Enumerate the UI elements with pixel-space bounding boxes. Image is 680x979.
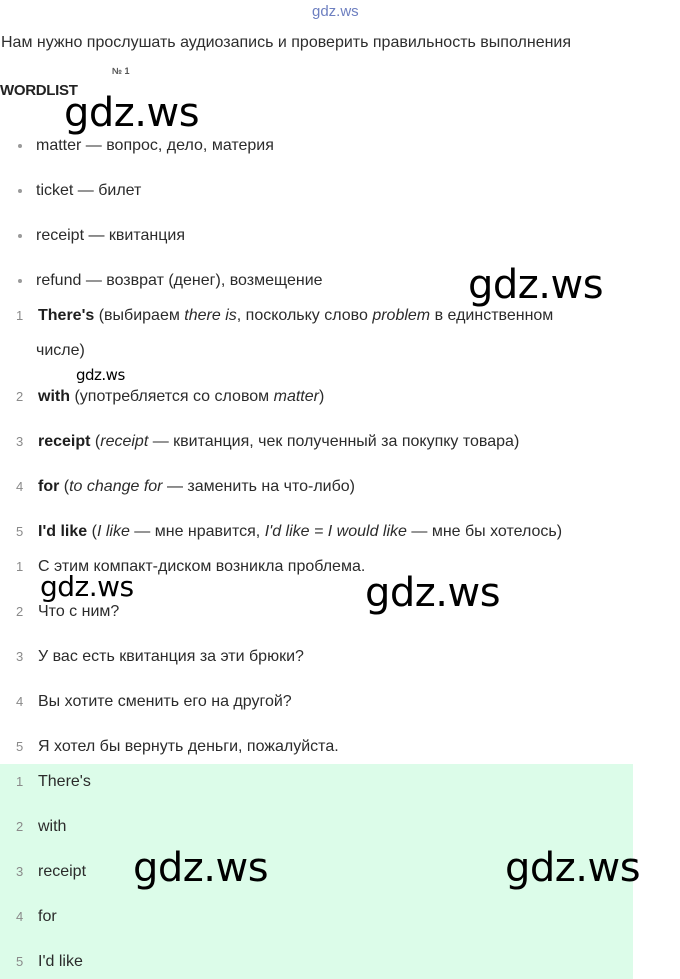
translation-text: Что с ним?	[38, 603, 120, 620]
item-number: 4	[16, 909, 24, 924]
answer-text: for	[38, 908, 57, 925]
explanation-part: — заменить на что-либо)	[162, 478, 355, 495]
item-number: 5	[16, 954, 24, 969]
wordlist-item-text: ticket — билет	[36, 182, 142, 199]
item-number: 2	[16, 604, 24, 619]
exercise-number-fragment: № 1	[112, 66, 130, 76]
item-number: 4	[16, 694, 24, 709]
wordlist-item-text: matter — вопрос, дело, материя	[36, 137, 274, 154]
intro-text: Нам нужно прослушать аудиозапись и проверить правильность выполнения	[1, 34, 572, 51]
item-number: 1	[16, 559, 24, 574]
explanation-part: (	[90, 433, 101, 450]
explanation-part: в единственном	[430, 307, 554, 324]
wordlist-item-text: refund — возврат (денег), возмещение	[36, 272, 323, 289]
answer-text: with	[38, 818, 67, 835]
item-number: 2	[16, 389, 24, 404]
translation-item	[16, 693, 292, 711]
answer-word: for	[38, 478, 60, 495]
bullet-icon	[18, 189, 22, 193]
explanation-item	[16, 523, 562, 541]
wordlist-item	[18, 179, 141, 203]
explanation-continuation: числе)	[36, 342, 85, 359]
answer-word: receipt	[38, 433, 91, 450]
explanation-text	[38, 523, 562, 541]
explanation-part: (выбираем	[94, 307, 185, 324]
explanation-text	[38, 307, 553, 325]
explanation-part: — мне нравится,	[129, 523, 265, 540]
translation-text: С этим компакт-диском возникла проблема.	[38, 558, 366, 575]
explanation-text	[38, 388, 324, 406]
site-watermark-link[interactable]: gdz.ws	[312, 3, 359, 20]
explanation-term: receipt	[100, 433, 149, 450]
bullet-icon	[18, 234, 22, 238]
answer-item	[16, 953, 83, 971]
watermark: gdz.ws	[76, 366, 125, 384]
item-number: 5	[16, 524, 24, 539]
wordlist-item	[18, 269, 323, 293]
explanation-part: (	[59, 478, 70, 495]
answer-item	[16, 773, 91, 791]
watermark: gdz.ws	[505, 845, 641, 891]
explanation-part: — мне бы хотелось)	[406, 523, 563, 540]
watermark: gdz.ws	[365, 570, 501, 616]
explanation-part: (употребляется со словом	[70, 388, 274, 405]
item-number: 1	[16, 774, 24, 789]
translation-text: Вы хотите сменить его на другой?	[38, 693, 292, 710]
watermark: gdz.ws	[468, 262, 604, 308]
item-number: 4	[16, 479, 24, 494]
answer-word: I'd like	[38, 523, 88, 540]
item-number: 3	[16, 649, 24, 664]
explanation-term: I like	[96, 523, 130, 540]
answer-word: There's	[38, 307, 95, 324]
explanation-item	[16, 433, 519, 451]
answer-item	[16, 818, 66, 836]
explanation-part: (	[87, 523, 97, 540]
item-number: 1	[16, 308, 24, 323]
explanation-part: )	[318, 388, 325, 405]
explanation-item	[16, 478, 355, 496]
explanation-part: , поскольку слово	[236, 307, 373, 324]
item-number: 3	[16, 434, 24, 449]
translation-text: Я хотел бы вернуть деньги, пожалуйста.	[38, 738, 339, 755]
answer-text: There's	[38, 773, 91, 790]
wordlist-item-text: receipt — квитанция	[36, 227, 185, 244]
item-number: 2	[16, 819, 24, 834]
answer-item	[16, 863, 86, 881]
translation-item	[16, 648, 304, 666]
bullet-icon	[18, 279, 22, 283]
explanation-term: I'd like = I would like	[264, 523, 407, 540]
translation-item	[16, 738, 339, 756]
explanation-term: to change for	[69, 478, 163, 495]
explanation-item	[16, 307, 553, 325]
wordlist-heading: WORDLIST	[0, 82, 78, 99]
explanation-item	[16, 388, 324, 406]
item-number: 5	[16, 739, 24, 754]
watermark: gdz.ws	[64, 90, 200, 136]
explanation-part: — квитанция, чек полученный за покупку товара)	[148, 433, 520, 450]
explanation-text	[38, 433, 519, 451]
answer-text: I'd like	[38, 953, 83, 970]
answer-word: with	[38, 388, 70, 405]
explanation-term: there is	[184, 307, 237, 324]
wordlist-item	[18, 134, 274, 158]
item-number: 3	[16, 864, 24, 879]
explanation-text	[38, 478, 355, 496]
explanation-term: matter	[273, 388, 319, 405]
watermark: gdz.ws	[40, 570, 134, 603]
bullet-icon	[18, 144, 22, 148]
answer-item	[16, 908, 57, 926]
explanation-term: problem	[372, 307, 431, 324]
translation-text: У вас есть квитанция за эти брюки?	[38, 648, 304, 665]
translation-item	[16, 603, 119, 621]
wordlist-item	[18, 224, 185, 248]
watermark: gdz.ws	[133, 845, 269, 891]
answer-text: receipt	[38, 863, 87, 880]
